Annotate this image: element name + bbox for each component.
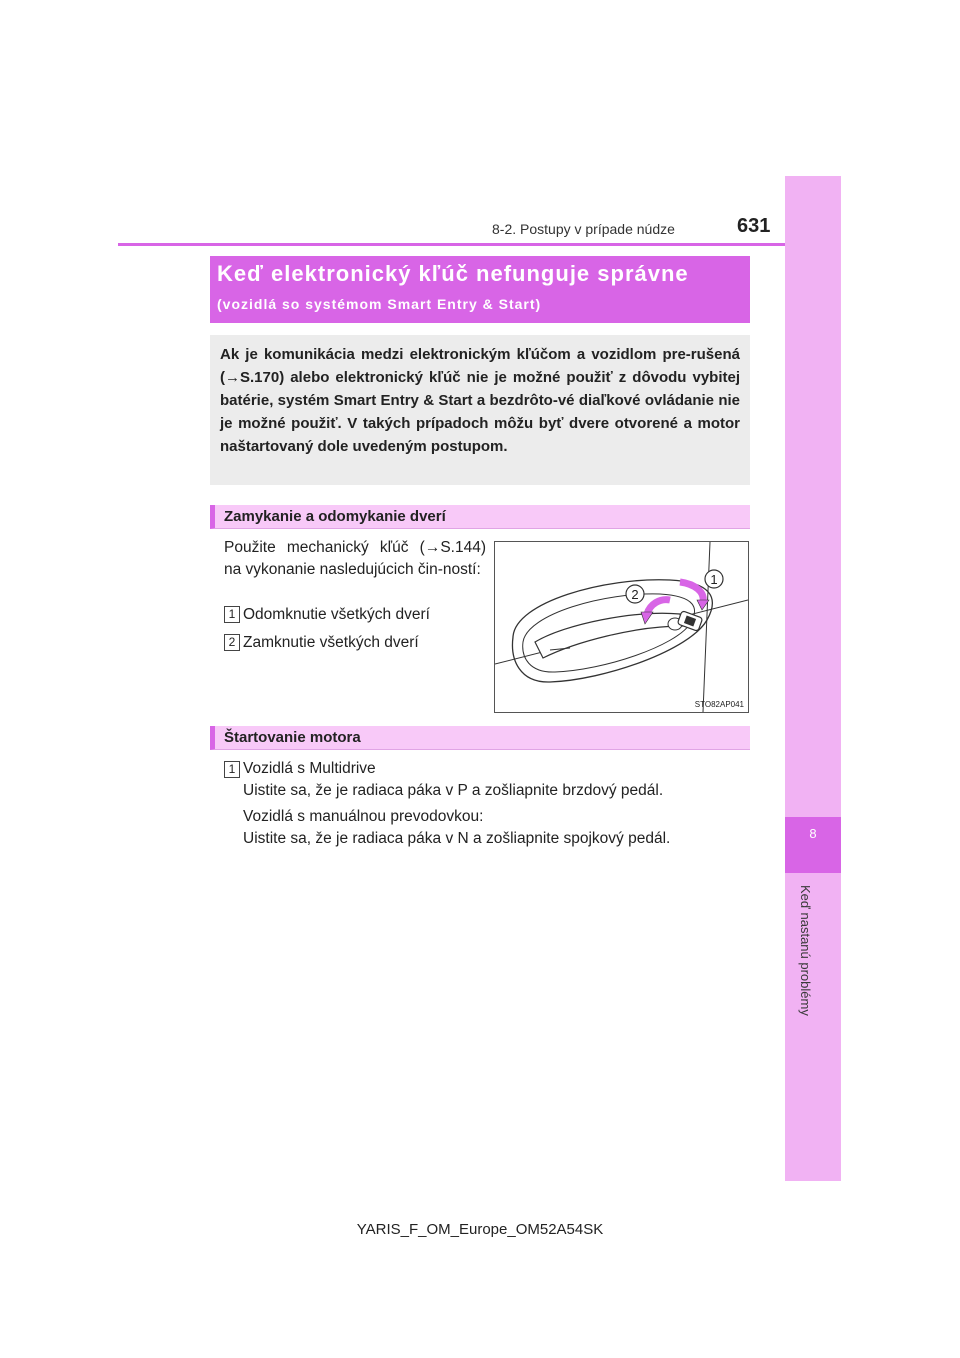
figure-code: STO82AP041 [694,700,744,709]
title-banner [210,256,750,323]
door-handle-key-illustration-icon [495,542,748,712]
intro-box [210,335,750,485]
chapter-number: 8 [809,826,817,841]
locking-paragraph: Použite mechanický kľúč (→S.144) na vykonanie nasledujúcich čin-ností: [224,539,486,578]
step-line: Vozidlá s manuálnou prevodovkou: [243,808,484,825]
figure-callout-1: 1 [710,572,718,587]
page-subtitle: (vozidlá so systémom Smart Entry & Start) [217,296,542,312]
locking-heading [210,505,750,529]
step-line: Uistite sa, že je radiaca páka v N a zošliapnite spojkový pedál. [243,830,671,847]
chapter-title: Keď nastanú problémy [798,885,813,1016]
step-number-box: 2 [224,634,240,651]
chapter-side-tab [785,176,841,1181]
step-line: Vozidlá s Multidrive [243,760,376,777]
footer-doc-code: YARIS_F_OM_Europe_OM52A54SK [356,1221,604,1238]
section-label: 8-2. Postupy v prípade núdze [492,221,675,237]
locking-heading-label: Zamykanie a odomykanie dverí [224,508,446,525]
figure-callout-2: 2 [631,587,639,602]
step-number-box: 1 [224,761,240,778]
door-handle-figure [494,541,749,713]
step-line: Uistite sa, že je radiaca páka v P a zošliapnite brzdový pedál. [243,782,664,799]
page-number: 631 [737,215,771,237]
page-title: Keď elektronický kľúč nefunguje správne [217,261,689,286]
header-rule [118,243,785,246]
starting-heading [210,726,750,750]
intro-text: Ak je komunikácia medzi elektronickým kľúčom a vozidlom pre-rušená (→S.170) alebo elektronický kľúč nie je možné použiť z dôvodu vybitej batérie, systém Smart Entry & Start a bezdrôto-vé diaľkové ovládanie nie je možné použiť. V takých prípadoch môžu byť dvere otvorené a motor naštartovaný dole uvedeným postupom. [220,346,740,455]
list-item: Odomknutie všetkých dverí [243,606,430,623]
list-item: Zamknutie všetkých dverí [243,634,419,651]
starting-heading-label: Štartovanie motora [224,729,361,746]
step-number-box: 1 [224,606,240,623]
